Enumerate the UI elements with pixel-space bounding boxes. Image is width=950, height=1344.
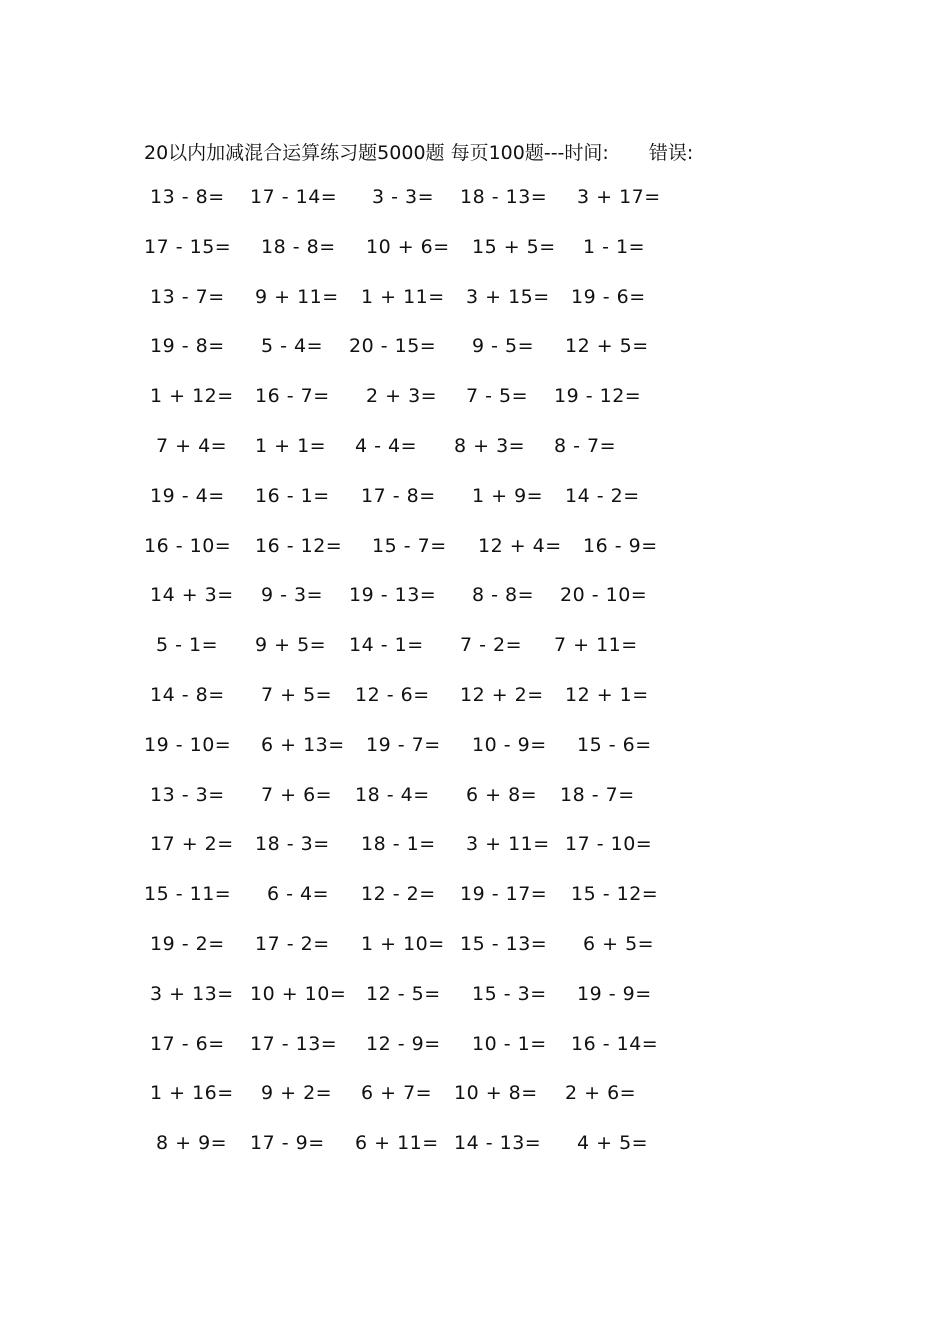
problem-row bbox=[0, 933, 950, 983]
problem-item: 17 - 6= bbox=[150, 1032, 225, 1055]
problem-item: 12 + 2= bbox=[460, 683, 544, 706]
problem-item: 19 - 12= bbox=[554, 385, 642, 408]
problem-item: 13 - 7= bbox=[150, 285, 225, 308]
problem-item: 19 - 8= bbox=[150, 335, 225, 358]
problem-item: 18 - 1= bbox=[361, 833, 436, 856]
problem-row bbox=[0, 186, 950, 236]
problem-item: 5 - 4= bbox=[261, 335, 324, 358]
problem-item: 14 - 13= bbox=[454, 1132, 542, 1155]
problem-item: 14 + 3= bbox=[150, 584, 234, 607]
problem-item: 19 - 6= bbox=[571, 285, 646, 308]
problem-item: 15 - 7= bbox=[372, 534, 447, 557]
problem-item: 18 - 3= bbox=[255, 833, 330, 856]
problem-item: 13 - 3= bbox=[150, 783, 225, 806]
problem-item: 15 - 12= bbox=[571, 883, 659, 906]
problem-item: 17 - 13= bbox=[250, 1032, 338, 1055]
problem-item: 9 + 2= bbox=[261, 1082, 333, 1105]
problem-item: 17 + 2= bbox=[150, 833, 234, 856]
problem-item: 16 - 7= bbox=[255, 385, 330, 408]
problem-item: 1 + 1= bbox=[255, 434, 327, 457]
problem-row bbox=[0, 335, 950, 385]
problem-item: 17 - 14= bbox=[250, 186, 338, 208]
problem-item: 5 - 1= bbox=[156, 634, 219, 657]
problem-item: 18 - 8= bbox=[261, 235, 336, 258]
problem-item: 16 - 10= bbox=[144, 534, 232, 557]
problem-item: 10 + 6= bbox=[366, 235, 450, 258]
problem-item: 3 + 11= bbox=[466, 833, 550, 856]
problem-item: 8 - 8= bbox=[472, 584, 535, 607]
problem-row bbox=[0, 1033, 950, 1083]
problem-item: 13 - 8= bbox=[150, 186, 225, 208]
problem-item: 1 + 12= bbox=[150, 385, 234, 408]
problem-item: 19 - 2= bbox=[150, 932, 225, 955]
problem-item: 7 + 5= bbox=[261, 683, 333, 706]
problem-item: 12 - 6= bbox=[355, 683, 430, 706]
problem-item: 7 + 11= bbox=[554, 634, 638, 657]
problem-item: 16 - 1= bbox=[255, 484, 330, 507]
problem-item: 19 - 13= bbox=[349, 584, 437, 607]
problem-item: 2 + 6= bbox=[565, 1082, 637, 1105]
problem-item: 3 + 13= bbox=[150, 982, 234, 1005]
problem-item: 1 + 11= bbox=[361, 285, 445, 308]
problem-item: 6 + 8= bbox=[466, 783, 538, 806]
problem-item: 18 - 4= bbox=[355, 783, 430, 806]
problem-item: 18 - 13= bbox=[460, 186, 548, 208]
problem-item: 12 + 5= bbox=[565, 335, 649, 358]
problem-row bbox=[0, 784, 950, 834]
problem-row bbox=[0, 1082, 950, 1132]
problem-item: 9 - 3= bbox=[261, 584, 324, 607]
problem-row bbox=[0, 1132, 950, 1182]
problem-item: 12 + 1= bbox=[565, 683, 649, 706]
problem-item: 10 + 8= bbox=[454, 1082, 538, 1105]
problem-item: 14 - 8= bbox=[150, 683, 225, 706]
problem-item: 9 + 5= bbox=[255, 634, 327, 657]
error-label: 错误: bbox=[648, 142, 694, 164]
problem-item: 19 - 9= bbox=[577, 982, 652, 1005]
problem-row bbox=[0, 385, 950, 435]
problem-item: 6 - 4= bbox=[267, 883, 330, 906]
problem-item: 19 - 17= bbox=[460, 883, 548, 906]
problem-item: 14 - 2= bbox=[565, 484, 640, 507]
problem-row bbox=[0, 983, 950, 1033]
problem-grid bbox=[0, 186, 950, 1182]
problem-item: 15 - 6= bbox=[577, 733, 652, 756]
problem-item: 14 - 1= bbox=[349, 634, 424, 657]
problem-item: 15 - 3= bbox=[472, 982, 547, 1005]
problem-row bbox=[0, 286, 950, 336]
problem-item: 6 + 5= bbox=[583, 932, 655, 955]
problem-item: 18 - 7= bbox=[560, 783, 635, 806]
worksheet-header bbox=[144, 138, 693, 165]
problem-item: 12 + 4= bbox=[478, 534, 562, 557]
problem-item: 3 + 17= bbox=[577, 186, 661, 208]
problem-item: 17 - 8= bbox=[361, 484, 436, 507]
problem-item: 17 - 9= bbox=[250, 1132, 325, 1155]
problem-item: 7 + 4= bbox=[156, 434, 228, 457]
problem-item: 15 + 5= bbox=[472, 235, 556, 258]
problem-item: 15 - 13= bbox=[460, 932, 548, 955]
problem-item: 16 - 12= bbox=[255, 534, 343, 557]
problem-row bbox=[0, 684, 950, 734]
problem-item: 6 + 13= bbox=[261, 733, 345, 756]
problem-item: 7 + 6= bbox=[261, 783, 333, 806]
problem-item: 16 - 14= bbox=[571, 1032, 659, 1055]
problem-item: 4 + 5= bbox=[577, 1132, 649, 1155]
problem-item: 12 - 5= bbox=[366, 982, 441, 1005]
problem-item: 10 + 10= bbox=[250, 982, 347, 1005]
problem-item: 3 + 15= bbox=[466, 285, 550, 308]
problem-item: 12 - 2= bbox=[361, 883, 436, 906]
problem-item: 19 - 10= bbox=[144, 733, 232, 756]
worksheet-title: 20以内加减混合运算练习题5000题 每页100题---时间: bbox=[144, 142, 609, 164]
problem-row bbox=[0, 535, 950, 585]
problem-item: 9 - 5= bbox=[472, 335, 535, 358]
problem-row bbox=[0, 883, 950, 933]
problem-item: 17 - 2= bbox=[255, 932, 330, 955]
problem-item: 15 - 11= bbox=[144, 883, 232, 906]
problem-item: 6 + 7= bbox=[361, 1082, 433, 1105]
problem-item: 12 - 9= bbox=[366, 1032, 441, 1055]
problem-item: 9 + 11= bbox=[255, 285, 339, 308]
problem-item: 10 - 9= bbox=[472, 733, 547, 756]
problem-item: 1 + 10= bbox=[361, 932, 445, 955]
problem-item: 7 - 5= bbox=[466, 385, 529, 408]
problem-item: 3 - 3= bbox=[372, 186, 435, 208]
problem-item: 8 + 9= bbox=[156, 1132, 228, 1155]
problem-row bbox=[0, 634, 950, 684]
problem-item: 19 - 7= bbox=[366, 733, 441, 756]
problem-item: 2 + 3= bbox=[366, 385, 438, 408]
problem-item: 7 - 2= bbox=[460, 634, 523, 657]
problem-row bbox=[0, 584, 950, 634]
problem-item: 20 - 10= bbox=[560, 584, 648, 607]
problem-row bbox=[0, 833, 950, 883]
problem-item: 20 - 15= bbox=[349, 335, 437, 358]
problem-item: 1 - 1= bbox=[583, 235, 646, 258]
problem-item: 17 - 10= bbox=[565, 833, 653, 856]
problem-item: 10 - 1= bbox=[472, 1032, 547, 1055]
problem-item: 19 - 4= bbox=[150, 484, 225, 507]
problem-item: 6 + 11= bbox=[355, 1132, 439, 1155]
problem-item: 8 - 7= bbox=[554, 434, 617, 457]
problem-item: 8 + 3= bbox=[454, 434, 526, 457]
problem-item: 17 - 15= bbox=[144, 235, 232, 258]
problem-item: 1 + 9= bbox=[472, 484, 544, 507]
problem-row bbox=[0, 485, 950, 535]
problem-item: 16 - 9= bbox=[583, 534, 658, 557]
problem-row bbox=[0, 435, 950, 485]
problem-row bbox=[0, 236, 950, 286]
problem-row bbox=[0, 734, 950, 784]
problem-item: 4 - 4= bbox=[355, 434, 418, 457]
problem-item: 1 + 16= bbox=[150, 1082, 234, 1105]
